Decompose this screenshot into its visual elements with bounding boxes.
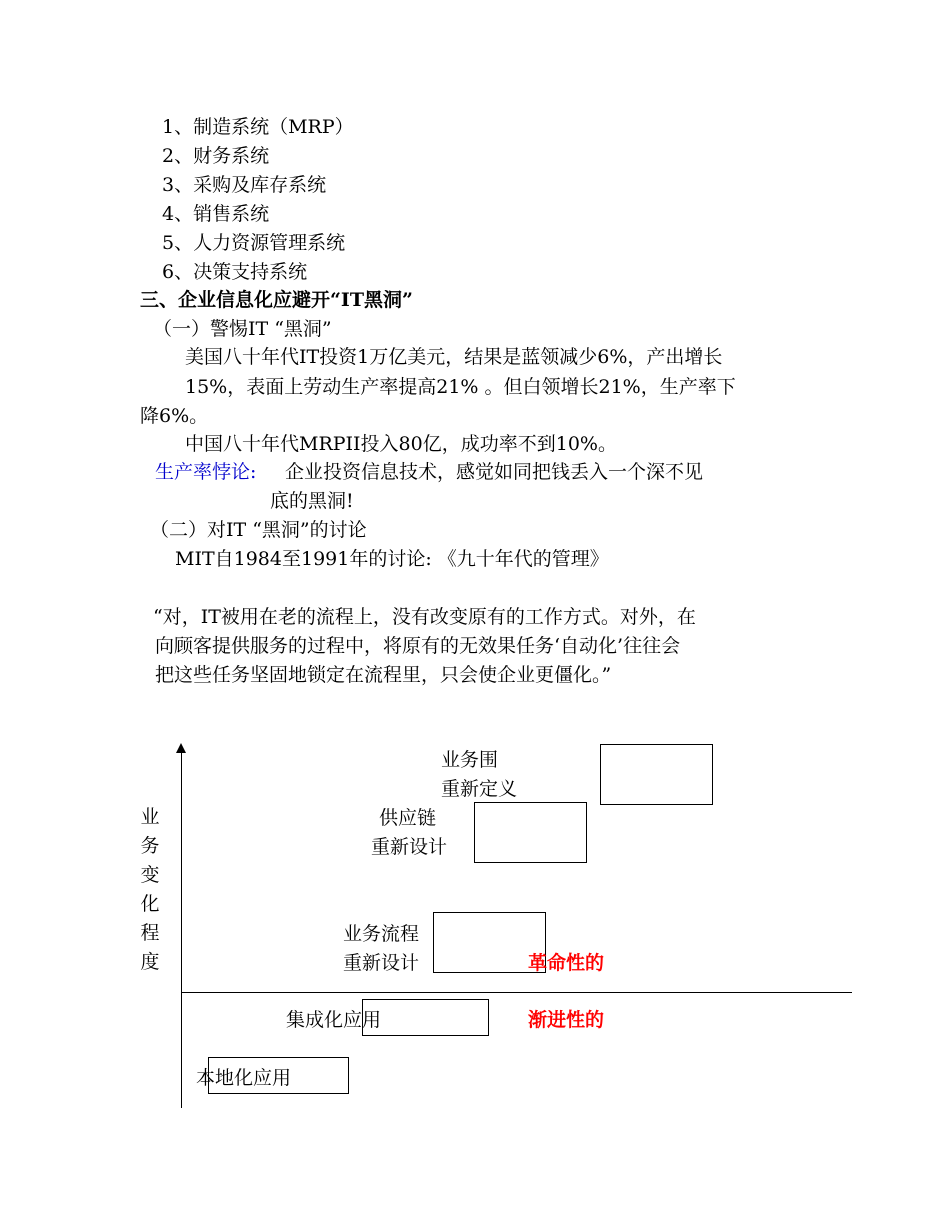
supply-chain-label: 供应链 [379,807,437,829]
list-item-2: 2、财务系统 [162,145,270,167]
quote-line: “对，IT被用在老的流程上，没有改变原有的工作方式。对外，在 [153,606,696,628]
supply-chain-label: 重新设计 [371,836,448,858]
y-axis-line [181,750,182,1108]
list-item-6: 6、决策支持系统 [162,261,308,283]
paragraph-line: 美国八十年代IT投资1万亿美元，结果是蓝领减少6%，产出增长 [185,346,723,368]
paradox-label: 生产率悖论: [155,461,257,483]
incremental-label: 渐进性的 [528,1009,605,1031]
revolutionary-label: 革命性的 [528,952,605,974]
subsection-title-2: （二）对IT “黑洞”的讨论 [150,519,367,541]
quote-line: 把这些任务坚固地锁定在流程里，只会使企业更僵化。” [155,664,612,686]
scope-redefine-label: 重新定义 [441,778,518,800]
paragraph-line: 15%，表面上劳动生产率提高21% 。但白领增长21%，生产率下 [185,376,736,398]
paradox-text: 底的黑洞! [270,490,354,512]
list-item-4: 4、销售系统 [162,203,270,225]
scope-redefine-label: 业务围 [441,749,499,771]
list-item-5: 5、人力资源管理系统 [162,232,346,254]
x-axis-line [182,992,852,993]
supply-chain-box [474,802,587,863]
process-redesign-label: 重新设计 [343,952,420,974]
y-axis-label: 业 务 变 化 程 度 [140,806,160,973]
paragraph-line: 降6%。 [140,405,209,427]
list-item-3: 3、采购及库存系统 [162,174,327,196]
list-item-1: 1、制造系统（MRP） [162,116,354,138]
integrated-app-label: 集成化应用 [286,1009,382,1031]
process-redesign-label: 业务流程 [343,923,420,945]
subsection-title-1: （一）警惕IT “黑洞” [153,318,332,340]
quote-line: 向顾客提供服务的过程中，将原有的无效果任务‘自动化’往往会 [155,635,681,657]
paradox-text: 企业投资信息技术，感觉如同把钱丢入一个深不见 [285,461,704,483]
mit-line: MIT自1984至1991年的讨论: 《九十年代的管理》 [175,548,609,570]
paragraph-line: 中国八十年代MRPII投入80亿，成功率不到10%。 [185,433,617,455]
section-title: 三、企业信息化应避开“IT黑洞” [140,289,413,311]
local-app-label: 本地化应用 [196,1067,292,1089]
scope-redefine-box [600,744,713,805]
integrated-app-box [362,999,489,1036]
